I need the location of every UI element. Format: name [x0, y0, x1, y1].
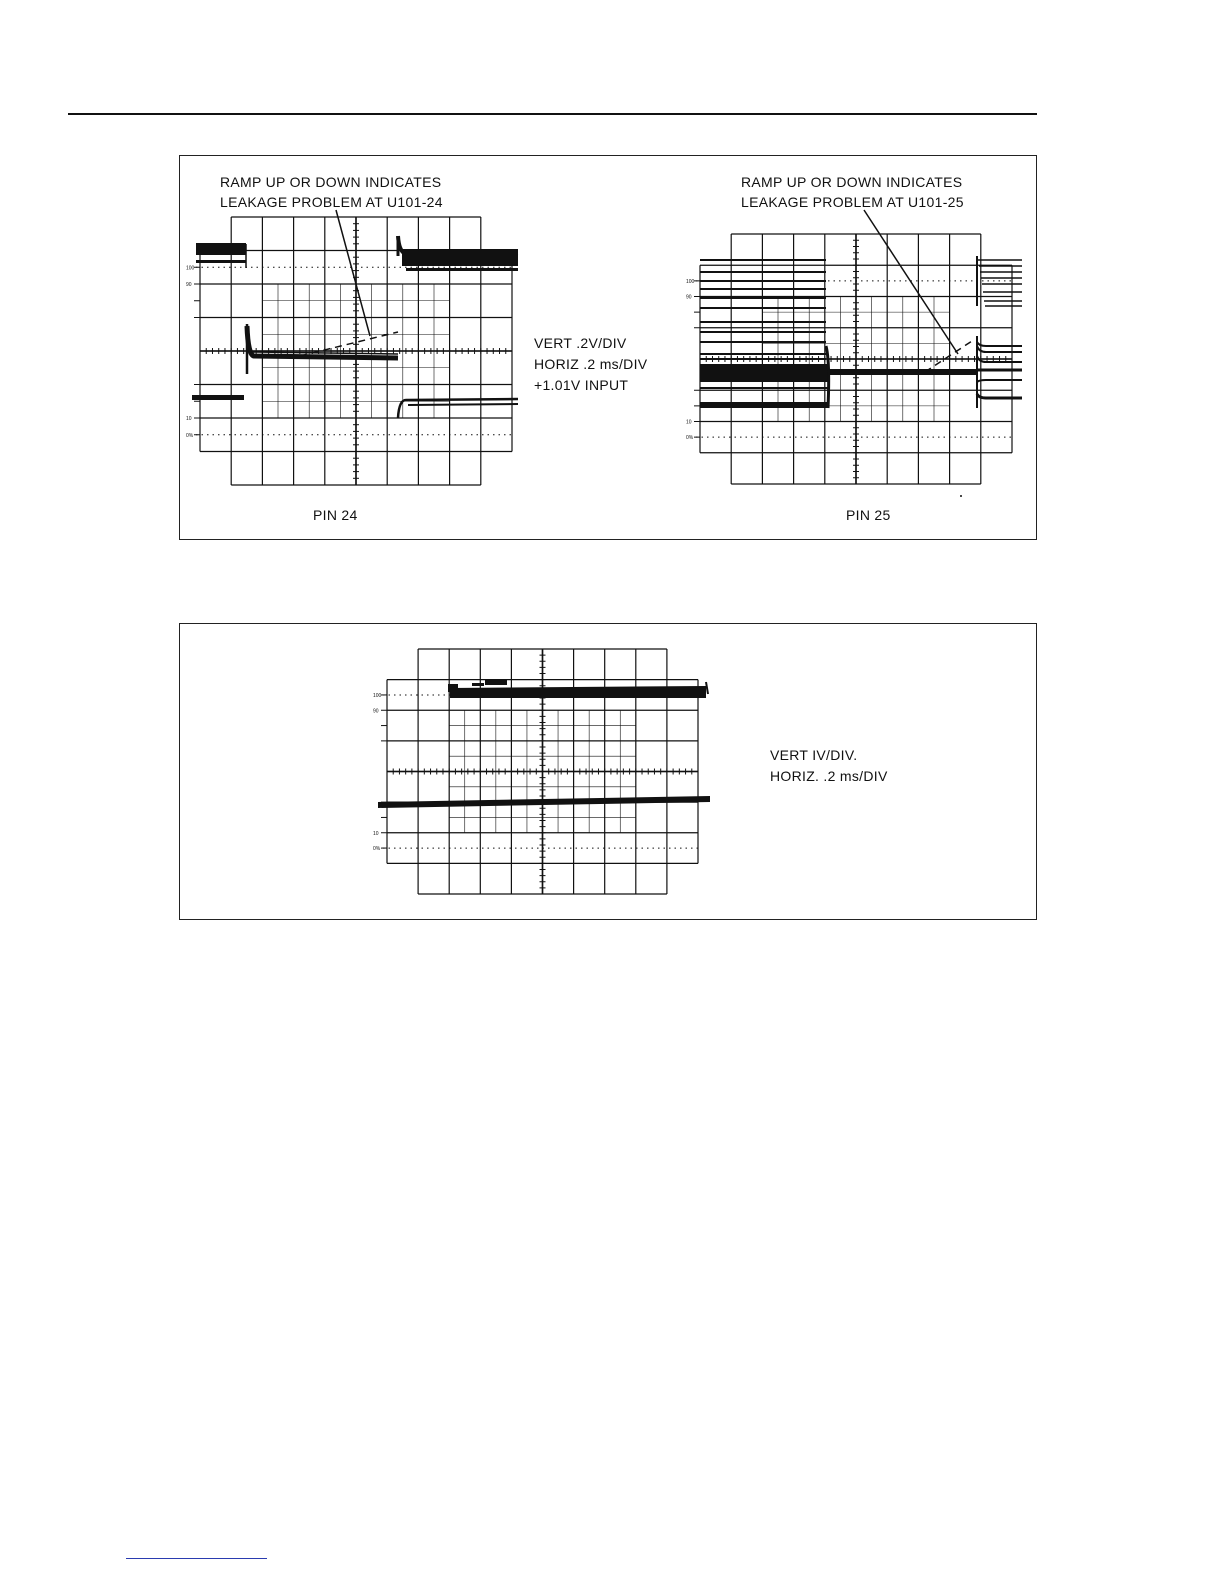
- pin-25-caption: PIN 25: [846, 507, 891, 523]
- input-setting: +1.01V INPUT: [534, 377, 629, 393]
- figure-panel-pin-waveforms: [179, 155, 1037, 540]
- graticule-percent-mark: 10: [373, 830, 379, 837]
- figure-panel-output-waveform: [179, 623, 1037, 920]
- graticule-percent-mark: 90: [686, 294, 692, 301]
- bottom-link-rule: [126, 1558, 267, 1559]
- bottom-oscilloscope-graticule: [373, 649, 698, 894]
- left-annotation-line2: LEAKAGE PROBLEM AT U101-24: [220, 194, 443, 210]
- pin-24-caption: PIN 24: [313, 507, 358, 523]
- right-annotation-line2: LEAKAGE PROBLEM AT U101-25: [741, 194, 964, 210]
- graticule-percent-mark: 90: [373, 708, 379, 715]
- graticule-percent-mark: 10: [686, 419, 692, 426]
- graticule-percent-mark: 10: [186, 416, 192, 422]
- bottom-horiz-setting: HORIZ. .2 ms/DIV: [770, 768, 888, 784]
- panel2-artwork: [180, 624, 1038, 921]
- graticule-percent-mark: 0%: [686, 435, 694, 442]
- graticule-percent-mark: 90: [186, 282, 192, 288]
- horiz-setting: HORIZ .2 ms/DIV: [534, 356, 648, 372]
- graticule-percent-mark: 100: [186, 265, 195, 272]
- bottom-vert-setting: VERT IV/DIV.: [770, 747, 858, 763]
- graticule-percent-mark: 0%: [186, 432, 194, 439]
- left-annotation-line1: RAMP UP OR DOWN INDICATES: [220, 174, 442, 190]
- top-rule: [68, 113, 1037, 115]
- bottom-oscilloscope-trace: [378, 680, 710, 808]
- graticule-percent-mark: 100: [686, 278, 695, 285]
- left-oscilloscope-trace: [192, 210, 518, 418]
- vert-setting: VERT .2V/DIV: [534, 335, 627, 351]
- right-annotation-line1: RAMP UP OR DOWN INDICATES: [741, 174, 963, 190]
- graticule-percent-mark: 0%: [373, 846, 381, 853]
- right-oscilloscope-trace: [700, 210, 1022, 497]
- panel1-artwork: [180, 156, 1038, 541]
- graticule-percent-mark: 100: [373, 692, 382, 699]
